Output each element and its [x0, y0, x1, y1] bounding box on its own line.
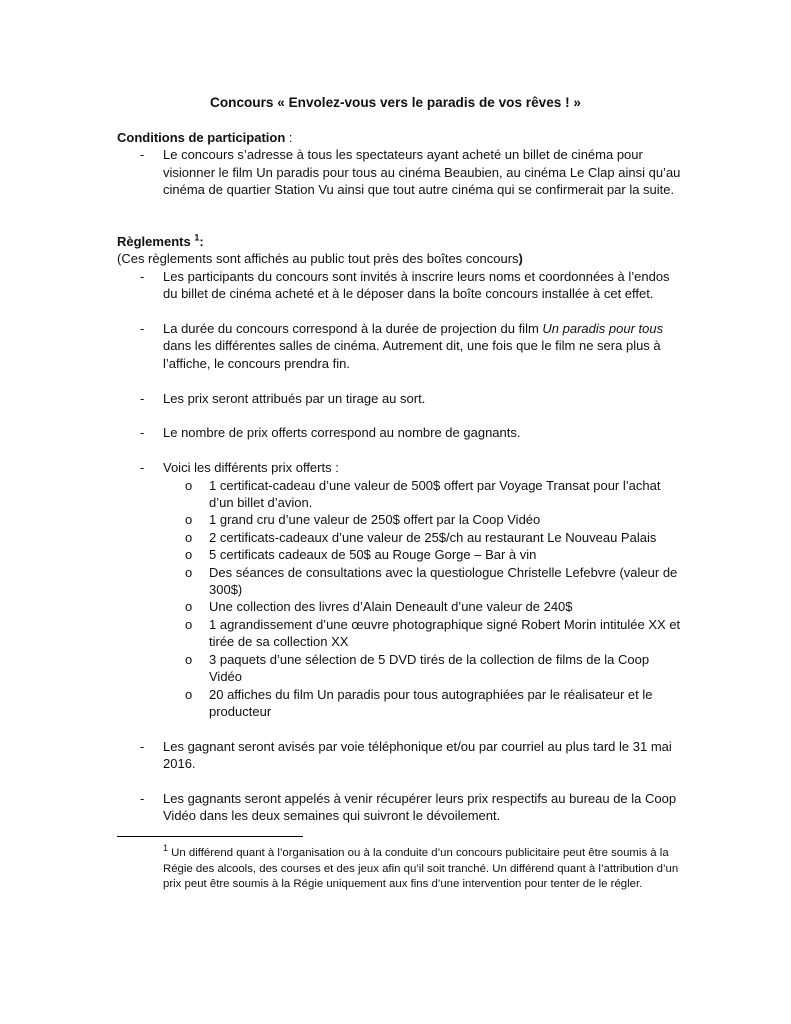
conditions-heading-suffix: : — [285, 130, 293, 145]
rule-item-2-post: dans les différentes salles de cinéma. Autrement dit, une fois que le film ne sera plus à l’affiche, le concours prendra fin. — [163, 338, 661, 371]
footnote-marker: 1 — [163, 843, 169, 854]
conditions-heading-line — [117, 129, 682, 146]
footnote-ref[interactable]: 1 — [194, 232, 200, 243]
conditions-section — [117, 129, 682, 199]
rule-item-7: - Les gagnants seront appelés à venir récupérer leurs prix respectifs au bureau de la Coop Vidéo dans les deux semaines qui suivront le dévoilement. — [117, 790, 682, 825]
film-title: Un paradis pour tous — [542, 321, 664, 337]
rule-item-2-pre: La durée du concours correspond à la durée de projection du film — [163, 321, 543, 337]
prize-item: o 2 certificats-cadeaux d’une valeur de 25$/ch au restaurant Le Nouveau Palais — [117, 529, 682, 546]
rules-note — [117, 250, 682, 267]
footnote-text: Un différend quant à l’organisation ou à la conduite d’un concours publicitaire peut être soumis à la Régie des alcools, des courses et des jeux afin qu’il soit tranché. Un différend quant à l’attribution d’un prix peut être soumis à la Régie uniquement aux fins d’une intervention pour tenter de le régler. — [163, 847, 679, 891]
conditions-heading: Conditions de participation — [117, 130, 286, 145]
rules-note-close: ) — [518, 251, 523, 267]
footnote-separator — [117, 836, 303, 837]
prize-item: o 5 certificats cadeaux de 50$ au Rouge Gorge – Bar à vin — [117, 546, 682, 563]
rule-item-2 — [117, 320, 682, 372]
conditions-item: - Le concours s’adresse à tous les spectateurs ayant acheté un billet de cinéma pour visionner le film Un paradis pour tous au cinéma Beaubien, au cinéma Le Clap ainsi qu’au cinéma de quartier Station Vu ainsi que tout autre cinéma qui se confirmerait par la suite. — [117, 146, 682, 198]
rule-item-1: - Les participants du concours sont invités à inscrire leurs noms et coordonnées à l’endos du billet de cinéma acheté et à le déposer dans la boîte concours installée à cet effet. — [117, 268, 682, 303]
rules-heading-suffix: : — [199, 234, 204, 249]
rules-heading-line — [117, 233, 682, 250]
prize-item: o 1 certificat-cadeau d’une valeur de 500$ offert par Voyage Transat pour l’achat d’un billet d’avion. — [117, 477, 682, 512]
rule-item-4: - Le nombre de prix offerts correspond au nombre de gagnants. — [117, 424, 682, 441]
rules-heading: Règlements — [117, 234, 195, 249]
page-title: Concours « Envolez-vous vers le paradis de vos rêves ! » — [210, 95, 581, 110]
prize-item: o 20 affiches du film Un paradis pour tous autographiées par le réalisateur et le producteur — [117, 686, 682, 721]
rules-note-text: (Ces règlements sont affichés au public tout près des boîtes concours — [117, 251, 519, 267]
rules-section — [117, 233, 682, 825]
prize-item: o Une collection des livres d’Alain Deneault d’une valeur de 240$ — [117, 598, 682, 615]
rule-item-6: - Les gagnant seront avisés par voie téléphonique et/ou par courriel au plus tard le 31 mai 2016. — [117, 738, 682, 773]
prize-item: o 1 grand cru d’une valeur de 250$ offert par la Coop Vidéo — [117, 511, 682, 528]
prize-item: o Des séances de consultations avec la questiologue Christelle Lefebvre (valeur de 300$) — [117, 564, 682, 599]
rule-item-5: - Voici les différents prix offerts : — [117, 459, 682, 476]
prize-item: o 1 agrandissement d’une œuvre photographique signé Robert Morin intitulée XX et tirée de sa collection XX — [117, 616, 682, 651]
rule-item-3: - Les prix seront attribués par un tirage au sort. — [117, 390, 682, 407]
footnote — [163, 843, 683, 893]
prize-item: o 3 paquets d’une sélection de 5 DVD tirés de la collection de films de la Coop Vidéo — [117, 651, 682, 686]
